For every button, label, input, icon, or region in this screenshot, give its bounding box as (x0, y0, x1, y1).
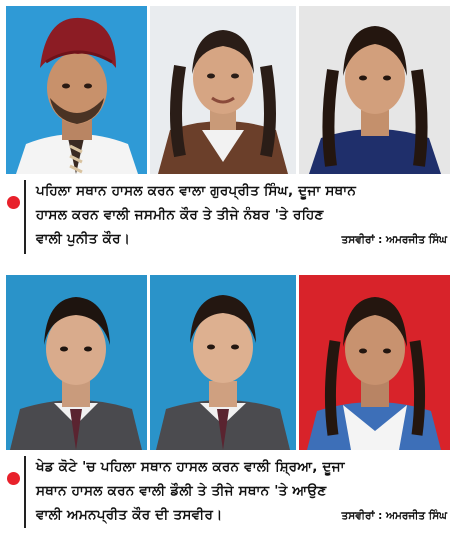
portrait-girl-braids (150, 6, 296, 174)
caption-bottom (0, 452, 455, 534)
caption-line-3: ਵਾਲੀ ਪੁਨੀਤ ਕੌਰ। (36, 231, 131, 247)
photo-shriya (6, 275, 147, 450)
photo-gurpreet-singh (6, 6, 147, 174)
caption-line-2: ਹਾਸਲ ਕਰਨ ਵਾਲੀ ਜਸਮੀਨ ਕੌਰ ਤੇ ਤੀਜੇ ਨੰਬਰ 'ਤੇ ਰਹਿਣ (36, 207, 324, 223)
bullet-icon (7, 196, 20, 209)
bullet-icon (7, 472, 20, 485)
portrait-boy-turban (6, 6, 147, 174)
photo-credit: ਤਸਵੀਰਾਂ : ਅਮਰਜੀਤ ਸਿੰਘ (341, 234, 447, 246)
portrait-girl-plaits (299, 6, 450, 174)
portrait-girl-tie-2 (150, 275, 296, 450)
photo-credit: ਤਸਵੀਰਾਂ : ਅਮਰਜੀਤ ਸਿੰਘ (341, 510, 447, 522)
caption-divider (24, 180, 26, 254)
caption-line-2: ਸਥਾਨ ਹਾਸਲ ਕਰਨ ਵਾਲੀ ਡੌਲੀ ਤੇ ਤੀਜੇ ਸਥਾਨ 'ਤੇ ਆਉਣ (36, 483, 327, 499)
photo-amanpreet-kaur (299, 275, 450, 450)
photo-jasmeen-kaur (150, 6, 296, 174)
portrait-girl-tie-1 (6, 275, 147, 450)
caption-line-3: ਵਾਲੀ ਅਮਨਪ੍ਰੀਤ ਕੌਰ ਦੀ ਤਸਵੀਰ। (36, 507, 223, 523)
photo-puneet-kaur (299, 6, 450, 174)
caption-line-1: ਪਹਿਲਾ ਸਥਾਨ ਹਾਸਲ ਕਰਨ ਵਾਲਾ ਗੁਰਪ੍ਰੀਤ ਸਿੰਘ, ਦੂਜਾ ਸਥਾਨ (36, 183, 357, 199)
caption-line-1: ਖੇਡ ਕੋਟੇ 'ਚ ਪਹਿਲਾ ਸਥਾਨ ਹਾਸਲ ਕਰਨ ਵਾਲੀ ਸ਼੍ਰਿਆ, ਦੂਜਾ (36, 459, 345, 475)
caption-top (0, 176, 455, 260)
caption-divider (24, 456, 26, 528)
photo-dolly (150, 275, 296, 450)
portrait-girl-red-bg (299, 275, 450, 450)
